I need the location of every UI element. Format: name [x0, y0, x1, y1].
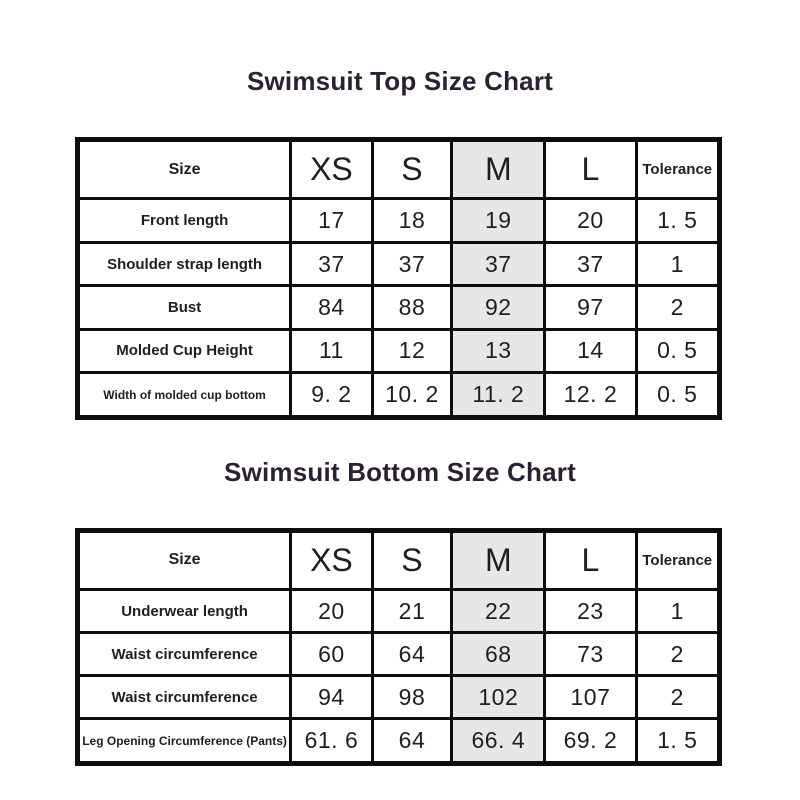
row-label-cell: Molded Cup Height [78, 329, 291, 372]
column-header-xs: XS [291, 140, 373, 199]
value-cell: 9. 2 [291, 373, 373, 418]
value-cell: 1. 5 [636, 199, 720, 242]
row-label-cell: Leg Opening Circumference (Pants) [78, 719, 291, 764]
value-cell: 12 [372, 329, 452, 372]
value-cell: 18 [372, 199, 452, 242]
column-header-m: M [452, 531, 545, 590]
table-row [78, 676, 720, 719]
value-cell: 69. 2 [545, 719, 636, 764]
table-row [78, 633, 720, 676]
column-header-s: S [372, 531, 452, 590]
bottom-size-chart-table [75, 528, 722, 766]
value-cell: 84 [291, 286, 373, 329]
header-row [78, 531, 720, 590]
row-label-cell: Waist circumference [78, 633, 291, 676]
value-cell: 17 [291, 199, 373, 242]
value-cell: 64 [372, 633, 452, 676]
column-header-s: S [372, 140, 452, 199]
value-cell: 22 [452, 589, 545, 632]
value-cell: 0. 5 [636, 373, 720, 418]
table-row [78, 199, 720, 242]
table-row [78, 589, 720, 632]
row-label-cell: Waist circumference [78, 676, 291, 719]
row-label-cell: Bust [78, 286, 291, 329]
value-cell: 19 [452, 199, 545, 242]
column-header-tolerance: Tolerance [636, 140, 720, 199]
value-cell: 1 [636, 242, 720, 285]
value-cell: 1. 5 [636, 719, 720, 764]
value-cell: 20 [545, 199, 636, 242]
table-row [78, 373, 720, 418]
top-chart-title: Swimsuit Top Size Chart [246, 66, 554, 96]
value-cell: 60 [291, 633, 373, 676]
column-header-size: Size [78, 140, 291, 199]
column-header-xs: XS [291, 531, 373, 590]
value-cell: 2 [636, 676, 720, 719]
value-cell: 13 [452, 329, 545, 372]
header-row [78, 140, 720, 199]
column-header-m: M [452, 140, 545, 199]
value-cell: 21 [372, 589, 452, 632]
value-cell: 61. 6 [291, 719, 373, 764]
value-cell: 23 [545, 589, 636, 632]
value-cell: 66. 4 [452, 719, 545, 764]
value-cell: 14 [545, 329, 636, 372]
value-cell: 1 [636, 589, 720, 632]
value-cell: 11. 2 [452, 373, 545, 418]
value-cell: 97 [545, 286, 636, 329]
column-header-l: L [545, 140, 636, 199]
value-cell: 12. 2 [545, 373, 636, 418]
value-cell: 94 [291, 676, 373, 719]
value-cell: 2 [636, 286, 720, 329]
table-row [78, 329, 720, 372]
value-cell: 2 [636, 633, 720, 676]
value-cell: 102 [452, 676, 545, 719]
value-cell: 37 [291, 242, 373, 285]
value-cell: 98 [372, 676, 452, 719]
column-header-size: Size [78, 531, 291, 590]
table-row [78, 719, 720, 764]
row-label-cell: Shoulder strap length [78, 242, 291, 285]
row-label-cell: Front length [78, 199, 291, 242]
value-cell: 92 [452, 286, 545, 329]
table-row [78, 286, 720, 329]
value-cell: 37 [452, 242, 545, 285]
value-cell: 10. 2 [372, 373, 452, 418]
table-row [78, 242, 720, 285]
value-cell: 37 [545, 242, 636, 285]
value-cell: 68 [452, 633, 545, 676]
value-cell: 73 [545, 633, 636, 676]
value-cell: 88 [372, 286, 452, 329]
row-label-cell: Width of molded cup bottom [78, 373, 291, 418]
row-label-cell: Underwear length [78, 589, 291, 632]
top-size-chart-table [75, 137, 722, 420]
value-cell: 107 [545, 676, 636, 719]
value-cell: 64 [372, 719, 452, 764]
value-cell: 20 [291, 589, 373, 632]
bottom-chart-title: Swimsuit Bottom Size Chart [224, 457, 576, 487]
column-header-tolerance: Tolerance [636, 531, 720, 590]
value-cell: 37 [372, 242, 452, 285]
column-header-l: L [545, 531, 636, 590]
value-cell: 11 [291, 329, 373, 372]
value-cell: 0. 5 [636, 329, 720, 372]
